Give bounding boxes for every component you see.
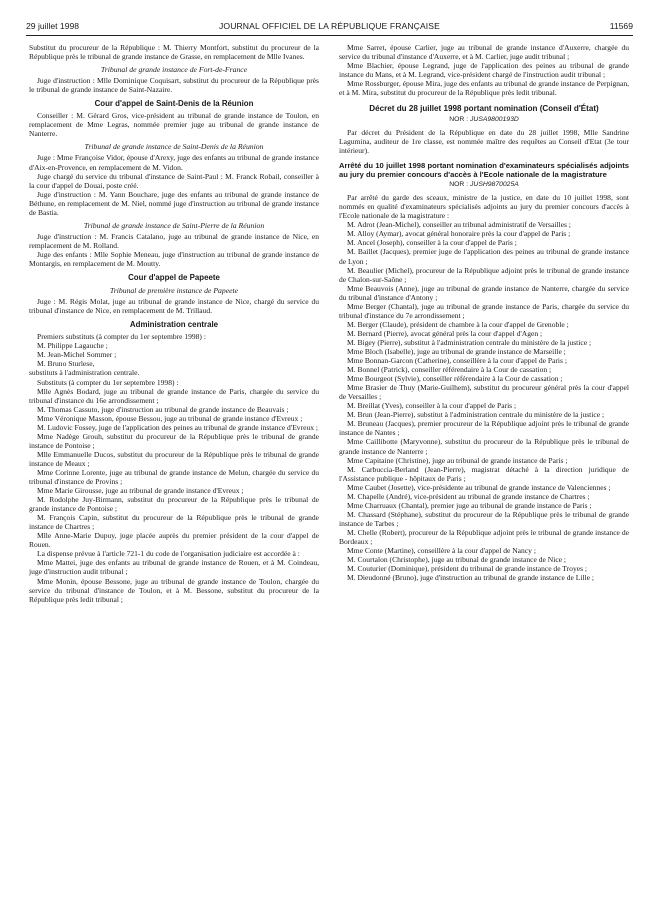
subsection-heading: Tribunal de grande instance de Saint-Denis de la Réunion xyxy=(84,142,264,152)
paragraph: Substituts (à compter du 1er septembre 1998) : xyxy=(37,377,179,387)
paragraph: Juge d'instruction : M. Francis Catalano, juge au tribunal de grande instance de Nice, en remplacement de M. Rolland. xyxy=(29,231,319,250)
subsection-heading: Tribunal de grande instance de Fort-de-France xyxy=(100,65,248,75)
left-column xyxy=(29,43,319,888)
paragraph: M. Alloy (Aymar), avocat général honoraire près la cour d'appel de Paris ; xyxy=(347,229,571,239)
decree-title: Décret du 28 juillet 1998 portant nomination (Conseil d'État) xyxy=(369,104,599,114)
paragraph: substituts à l'administration centrale. xyxy=(29,368,140,378)
paragraph: Conseiller : M. Gérard Gros, vice-président au tribunal de grande instance de Toulon, en remplacement de Mme Legras, nommée premier juge au tribunal de grande instance de Nanterre. xyxy=(29,111,319,139)
paragraph: Mlle Anne-Marie Dupuy, juge placée auprès du premier président de la cour d'appel de Rouen. xyxy=(29,531,319,550)
paragraph: M. Thomas Cassuto, juge d'instruction au tribunal de grande instance de Beauvais ; xyxy=(37,404,289,414)
nor-code: JUSH9870025A xyxy=(470,181,519,189)
paragraph: Mme Charruaux (Chantal), premier juge au tribunal de grande instance de Paris ; xyxy=(347,500,592,510)
header-date: 29 juillet 1998 xyxy=(26,21,80,31)
header-title: JOURNAL OFFICIEL DE LA RÉPUBLIQUE FRANÇAISE xyxy=(219,21,440,31)
decree-block xyxy=(339,104,629,124)
paragraph: M. Bruneau (Jacques), premier procureur de la République adjoint près le tribunal de grande instance de Nantes ; xyxy=(339,419,629,438)
section-heading: Administration centrale xyxy=(129,320,219,330)
subsection-heading: Tribunal de grande instance de Saint-Pierre de la Réunion xyxy=(83,220,265,230)
paragraph: M. Bernard (Pierre), avocat général près la cour d'appel d'Agen ; xyxy=(347,328,543,338)
paragraph: M. Couturier (Dominique), président du tribunal de grande instance de Troyes ; xyxy=(347,564,587,574)
paragraph: Mme Monin, épouse Bessone, juge au tribunal de grande instance de Toulon, chargée du service du tribunal d'instance de Toulon, et à M. Bessone, substitut du procureur de la République près ledit tribunal ; xyxy=(29,576,319,604)
paragraph: M. Ancel (Joseph), conseiller à la cour d'appel de Paris ; xyxy=(347,238,517,248)
paragraph: M. Carbuccia-Berland (Jean-Pierre), magistrat détaché à la direction juridique de l'Assistance publique - hôpitaux de Paris ; xyxy=(339,464,629,483)
section-heading: Cour d'appel de Papeete xyxy=(128,273,220,283)
paragraph: Premiers substituts (à compter du 1er septembre 1998) : xyxy=(37,332,206,342)
paragraph: M. Courtalon (Christophe), juge au tribunal de grande instance de Nice ; xyxy=(347,555,567,565)
paragraph: Juge : M. Régis Molat, juge au tribunal de grande instance de Nice, chargé du service du tribunal d'instance de Nice, en remplacement de M. Trillaud. xyxy=(29,297,319,316)
list-item: M. Philippe Lagauche ; xyxy=(37,341,108,351)
paragraph: Substitut du procureur de la République : M. Thierry Montfort, substitut du procureur de la République près le tribunal de grande instance de Grasse, en remplacement de Mlle Ivanes. xyxy=(29,43,319,62)
nor-label: NOR : xyxy=(449,181,471,189)
paragraph: Mme Bonnan-Garcon (Catherine), conseillère à la cour d'appel de Paris ; xyxy=(347,356,567,366)
paragraph: Mlle Emmanuelle Ducos, substitut du procureur de la République près le tribunal de grande instance de Meaux ; xyxy=(29,449,319,468)
paragraph: Mme Brasier de Thuy (Marie-Guilhem), substitut du procureur général près la cour d'appel de Versailles ; xyxy=(339,383,629,402)
order-title: Arrêté du 10 juillet 1998 portant nomination d'examinateurs spécialisés adjoints au jury du premier concours d'accès à l'Ecole nationale de la magistrature xyxy=(339,160,629,180)
nor-reference xyxy=(339,115,629,124)
paragraph: M. Chelle (Robert), procureur de la République adjoint près le tribunal de grande instance de Bordeaux ; xyxy=(339,527,629,546)
paragraph: Mme Corinne Lorente, juge au tribunal de grande instance de Melun, chargée du service du tribunal d'instance de Provins ; xyxy=(29,467,319,487)
paragraph: Mme Conte (Martine), conseillère à la cour d'appel de Nancy ; xyxy=(347,546,536,556)
paragraph: Mme Rossburger, épouse Mira, juge des enfants au tribunal de grande instance de Perpignan, et à M. Mira, substitut du procureur de la République près ledit tribunal. xyxy=(339,79,629,98)
paragraph: Mme Capitaine (Christine), juge au tribunal de grande instance de Paris ; xyxy=(347,455,568,465)
header-rule xyxy=(26,35,633,36)
paragraph: M. Brun (Jean-Pierre), substitut à l'administration centrale du ministère de la justice ; xyxy=(347,410,605,420)
paragraph: M. Chapelle (André), vice-président au tribunal de grande instance de Chartres ; xyxy=(347,491,590,501)
paragraph: Juge : Mme Françoise Vidor, épouse d'Arexy, juge des enfants au tribunal de grande instance d'Aix-en-Provence, en remplacement de M. Vidon. xyxy=(29,153,319,172)
paragraph: M. Rodolphe Juy-Birmann, substitut du procureur de la République près le tribunal de grande instance de Pontoise ; xyxy=(29,495,319,514)
paragraph: Mme Caubet (Josette), vice-présidente au tribunal de grande instance de Valenciennes ; xyxy=(347,482,611,492)
section-heading: Cour d'appel de Saint-Denis de la Réunion xyxy=(94,99,254,109)
header-page-number: 11569 xyxy=(609,21,633,31)
subsection-heading: Tribunal de première instance de Papeete xyxy=(109,286,239,296)
nor-code: JUSA9800193D xyxy=(470,115,519,123)
paragraph: Mme Véronique Masson, épouse Bessou, juge au tribunal de grande instance d'Evreux ; xyxy=(37,413,303,423)
paragraph: Par décret du Président de la République en date du 28 juillet 1998, Mlle Sandrine Lagumina, auditeur de 1re classe, est nommée maître des requêtes au Conseil d'Etat (3e tour intérieur). xyxy=(339,127,629,155)
paragraph: M. Ludovic Fossey, juge de l'application des peines au tribunal de grande instance d'Evreux ; xyxy=(37,422,318,432)
paragraph: M. Dieudonné (Bruno), juge d'instruction au tribunal de grande instance de Lille ; xyxy=(347,573,594,583)
paragraph: La dispense prévue à l'article 721-1 du code de l'organisation judiciaire est accordée à : xyxy=(37,549,300,559)
paragraph: Par arrêté du garde des sceaux, ministre de la justice, en date du 10 juillet 1998, sont nommés en qualité d'examinateurs spécialisés adjoints au jury du premier concours d'accès à l'Ecole nationale de la magistrature : xyxy=(339,193,629,221)
paragraph: Mme Mattei, juge des enfants au tribunal de grande instance de Rouen, et à M. Coindeau, juge d'instruction audit tribunal ; xyxy=(29,558,319,577)
nor-label: NOR : xyxy=(449,115,471,123)
page-header xyxy=(26,21,633,35)
paragraph: Mme Nadège Grouh, substitut du procureur de la République près le tribunal de grande instance de Pontoise ; xyxy=(29,431,319,450)
paragraph: M. Berger (Claude), président de chambre à la cour d'appel de Grenoble ; xyxy=(347,319,569,329)
paragraph: M. Breillat (Yves), conseiller à la cour d'appel de Paris ; xyxy=(347,401,517,411)
paragraph: Juge chargé du service du tribunal d'instance de Saint-Paul : M. Franck Robail, conseiller à la cour d'appel de Douai, poste créé. xyxy=(29,171,319,190)
paragraph: M. Baillet (Jacques), premier juge de l'application des peines au tribunal de grande instance de Lyon ; xyxy=(339,247,629,266)
nor-reference xyxy=(339,180,629,189)
paragraph: Juge d'instruction : M. Yann Bouchare, juge des enfants au tribunal de grande instance de Béthune, en remplacement de M. Niel, nommé juge d'instruction au tribunal de grande instance de Bastia. xyxy=(29,189,319,217)
paragraph: M. Bonnel (Patrick), conseiller référendaire à la Cour de cassation ; xyxy=(347,365,552,375)
paragraph: M. Bigey (Pierre), substitut à l'administration centrale du ministère de la justice ; xyxy=(347,337,592,347)
paragraph: Mlle Agnès Bodard, juge au tribunal de grande instance de Paris, chargée du service du tribunal d'instance du 16e arrondissement ; xyxy=(29,386,319,405)
paragraph: Mme Berger (Chantal), juge au tribunal de grande instance de Paris, chargée du service du tribunal d'instance du 7e arrondissement ; xyxy=(339,301,629,320)
paragraph: M. Adrot (Jean-Michel), conseiller au tribunal administratif de Versailles ; xyxy=(347,220,571,230)
paragraph: Mme Caillibotte (Maryvonne), substitut du procureur de la République près le tribunal de grande instance de Nanterre ; xyxy=(339,437,629,456)
paragraph: Juge d'instruction : Mlle Dominique Coquisart, substitut du procureur de la République près le tribunal de grande instance de Saint-Nazaire. xyxy=(29,76,319,95)
right-column xyxy=(339,43,629,888)
paragraph: M. Beaulier (Michel), procureur de la République adjoint près le tribunal de grande instance de Chalon-sur-Saône ; xyxy=(339,265,629,284)
order-block xyxy=(339,161,629,189)
list-item: M. Jean-Michel Sommer ; xyxy=(37,350,117,360)
paragraph: Mme Beauvois (Anne), juge au tribunal de grande instance de Nanterre, chargée du service du tribunal d'instance d'Antony ; xyxy=(339,283,629,302)
paragraph: Mme Bloch (Isabelle), juge au tribunal de grande instance de Marseille ; xyxy=(347,347,566,356)
paragraph: M. Chassard (Stéphane), substitut du procureur de la République près le tribunal de grande instance de Tarbes ; xyxy=(339,509,629,528)
paragraph: Mme Bourgeot (Sylvie), conseiller référendaire à la Cour de cassation ; xyxy=(347,374,563,384)
paragraph: Mme Marie Girousse, juge au tribunal de grande instance d'Evreux ; xyxy=(37,486,244,496)
paragraph: Juge des enfants : Mlle Sophie Meneau, juge d'instruction au tribunal de grande instance de Montargis, en remplacement de M. Moutty. xyxy=(29,249,319,268)
paragraph: M. François Capin, substitut du procureur de la République près le tribunal de grande instance de Chartres ; xyxy=(29,513,319,532)
paragraph: Mme Blachier, épouse Legrand, juge de l'application des peines au tribunal de grande instance du Mans, et à M. Legrand, vice-président chargé de l'instruction audit tribunal ; xyxy=(339,61,629,80)
list-item: M. Bruno Sturlese, xyxy=(37,359,95,369)
paragraph: Mme Sarret, épouse Carlier, juge au tribunal de grande instance d'Auxerre, chargée du service du tribunal d'instance d'Auxerre, et à M. Carlier, juge audit tribunal ; xyxy=(339,43,629,62)
